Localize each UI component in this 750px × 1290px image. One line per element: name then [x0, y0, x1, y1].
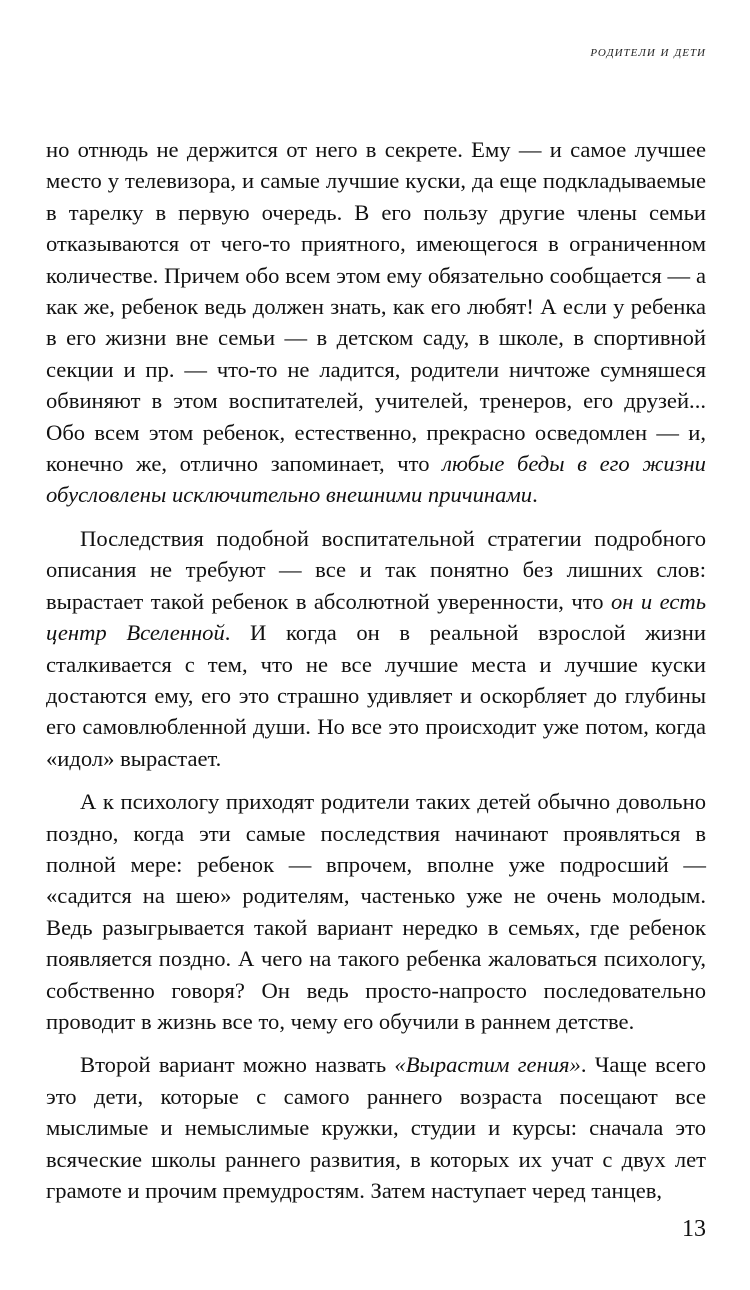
paragraph-2-emphasis: он и есть центр Вселенной	[46, 588, 706, 646]
paragraph-2-end: . И когда он в реальной взрослой жизни сталкивается с тем, что не все лучшие места и лучшие куски достаются ему, его это страшно удивляет и оскорбляет до глубины его самовлюбленной души. Но все это происходит уже потом, когда «идол» вырастает.	[46, 620, 706, 771]
paragraph-4-emphasis: «Вырастим гения»	[394, 1052, 581, 1078]
paragraph-2-text: Последствия подобной воспитательной стратегии подробного описания не требуют — все и так понятно без лишних слов: вырастает такой ребенок в абсолютной уверенности, что	[46, 525, 706, 614]
paragraph-1-end: .	[532, 482, 538, 508]
paragraph-4-end: . Чаще всего это дети, которые с самого раннего возраста посещают все мыслимые и немыслимые кружки, студии и курсы: сначала это всяческие школы раннего развития, в которых их учат с двух лет грамоте и прочим премудростям. Затем наступает черед танцев,	[46, 1052, 706, 1203]
paragraph-3-text: А к психологу приходят родители таких детей обычно довольно поздно, когда эти самые последствия начинают проявляться в полной мере: ребенок — впрочем, вполне уже подросший — «садится на шею» родителям, частенько уже не очень молодым. Ведь разыгрывается такой вариант нередко в семьях, где ребенок появляется поздно. А чего на такого ребенка жаловаться психологу, собственно говоря? Он ведь просто-напросто последовательно проводит в жизнь все то, чему его обучили в раннем детстве.	[46, 789, 706, 1034]
paragraph-4	[46, 1049, 706, 1206]
body-text	[46, 134, 706, 1218]
paragraph-1-text: но отнюдь не держится от него в секрете. Ему — и самое лучшее место у телевизора, и самые лучшие куски, да еще подкладываемые в тарелку в первую очередь. В его пользу другие члены семьи отказываются от чего-то приятного, имеющегося в ограниченном количестве. Причем обо всем этом ему обязательно сообщается — а как же, ребенок ведь должен знать, как его любят! А если у ребенка в его жизни вне семьи — в детском саду, в школе, в спортивной секции и пр. — что-то не ладится, родители ничтоже сумняшеся обвиняют в этом воспитателей, учителей, тренеров, его друзей... Обо всем этом ребенок, естественно, прекрасно осведомлен — и, конечно же, отлично запоминает, что	[46, 137, 706, 477]
paragraph-4-text: Второй вариант можно назвать	[80, 1052, 395, 1078]
running-head: родители и дети	[590, 44, 706, 60]
paragraph-1-emphasis: любые беды в его жизни обусловлены исключительно внешними причинами	[46, 451, 706, 508]
paragraph-2	[46, 523, 706, 774]
paragraph-1	[46, 134, 706, 511]
paragraph-3	[46, 786, 706, 1037]
page-number: 13	[682, 1216, 706, 1242]
